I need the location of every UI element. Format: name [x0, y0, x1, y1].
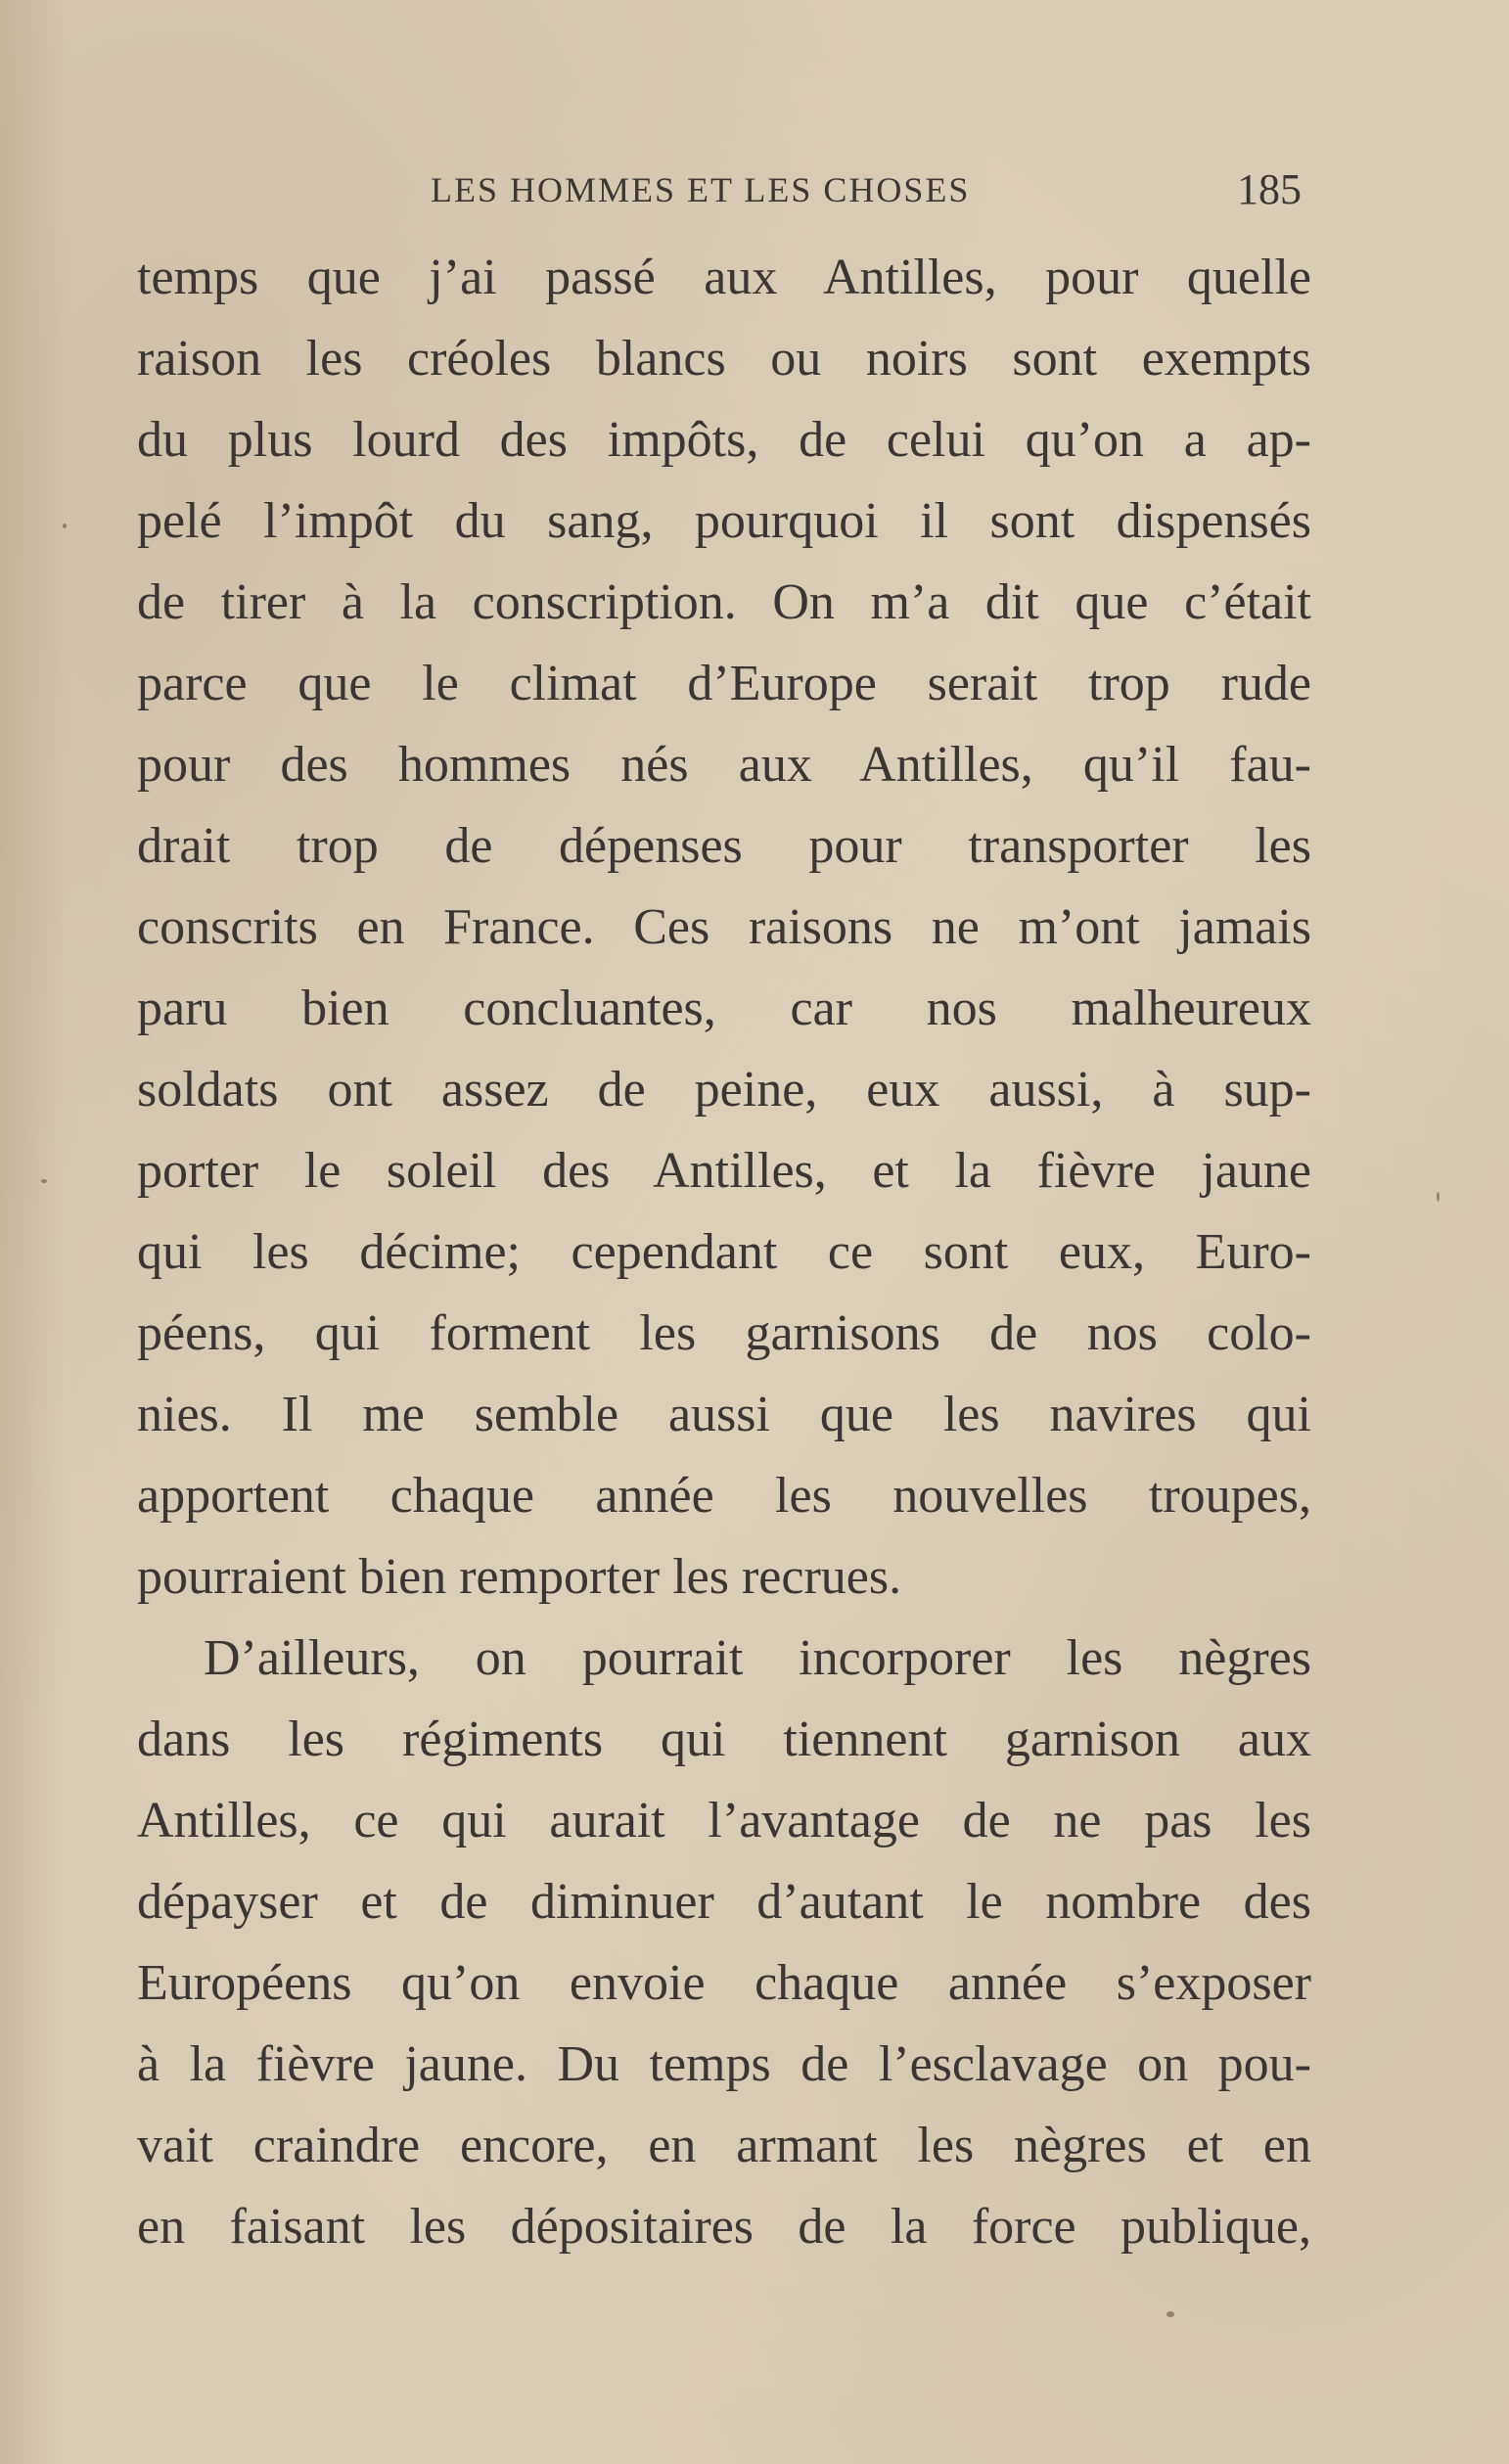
- paragraph-end-line: pourraient bien remporter les recrues.: [137, 1549, 902, 1605]
- text-line: qui les décime; cependant ce sont eux, Euro-: [137, 1224, 1311, 1280]
- text-line: parce que le climat d’Europe serait trop rude: [137, 656, 1311, 711]
- body-text: [137, 237, 1311, 2267]
- running-title: LES HOMMES ET LES CHOSES: [431, 170, 971, 209]
- text-line: drait trop de dépenses pour transporter les: [137, 818, 1311, 874]
- text-line: vait craindre encore, en armant les nègres et en: [137, 2118, 1311, 2173]
- text-line: pour des hommes nés aux Antilles, qu’il fau-: [137, 737, 1311, 793]
- paper-speck: [1437, 1192, 1440, 1202]
- text-line: de tirer à la conscription. On m’a dit que c’était: [137, 574, 1311, 630]
- text-line: raison les créoles blancs ou noirs sont exempts: [137, 331, 1311, 387]
- text-line: dépayser et de diminuer d’autant le nombre des: [137, 1874, 1311, 1930]
- paragraph-start-line: D’ailleurs, on pourrait incorporer les nègres: [204, 1630, 1311, 1686]
- paper-speck: [41, 1179, 47, 1183]
- text-line: dans les régiments qui tiennent garnison aux: [137, 1711, 1311, 1767]
- text-line: temps que j’ai passé aux Antilles, pour quelle: [137, 250, 1311, 305]
- text-line: à la fièvre jaune. Du temps de l’esclavage on pou-: [137, 2036, 1311, 2092]
- page-number: 185: [1237, 165, 1302, 213]
- text-line: paru bien concluantes, car nos malheureux: [137, 981, 1311, 1036]
- text-line: conscrits en France. Ces raisons ne m’ont jamais: [137, 899, 1311, 955]
- text-line: péens, qui forment les garnisons de nos colo-: [137, 1305, 1311, 1361]
- paper-speck: [1166, 2311, 1174, 2317]
- page-header: [137, 164, 1302, 223]
- text-line: soldats ont assez de peine, eux aussi, à sup-: [137, 1062, 1311, 1118]
- text-line: apportent chaque année les nouvelles troupes,: [137, 1468, 1311, 1524]
- text-line: porter le soleil des Antilles, et la fièvre jaune: [137, 1143, 1311, 1199]
- paper-speck: [63, 524, 67, 528]
- text-line: Européens qu’on envoie chaque année s’exposer: [137, 1955, 1311, 2011]
- text-line: du plus lourd des impôts, de celui qu’on a ap-: [137, 412, 1311, 468]
- text-line: nies. Il me semble aussi que les navires qui: [137, 1387, 1311, 1442]
- text-line: pelé l’impôt du sang, pourquoi il sont dispensés: [137, 493, 1311, 549]
- text-line: en faisant les dépositaires de la force publique,: [137, 2199, 1311, 2255]
- text-line: Antilles, ce qui aurait l’avantage de ne pas les: [137, 1793, 1311, 1848]
